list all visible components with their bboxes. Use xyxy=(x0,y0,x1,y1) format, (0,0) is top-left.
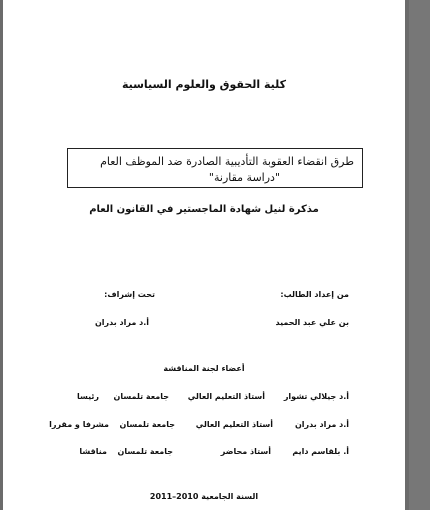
member-3-university: جامعة تلمسان xyxy=(117,447,173,456)
memo-subtitle: مذكرة لنيل شهادة الماجستير في القانون العام xyxy=(89,204,319,215)
member-1-rank: أستاذ التعليم العالي xyxy=(187,392,265,401)
member-2-name: أ.د مراد بدران xyxy=(294,420,349,429)
academic-year: السنة الجامعية 2010–2011 xyxy=(149,492,259,501)
member-2-rank: أستاذ التعليم العالي xyxy=(195,420,273,429)
document-page xyxy=(3,0,405,510)
thesis-title-box xyxy=(67,148,363,188)
student-label: من إعداد الطالب: xyxy=(280,290,349,299)
committee-title: أعضاء لجنة المناقشة xyxy=(163,364,245,373)
member-3-role: مناقشا xyxy=(79,447,107,456)
member-2-university: جامعة تلمسان xyxy=(119,420,175,429)
member-1-name: أ.د جيلالي تشوار xyxy=(283,392,349,401)
student-name: بن علي عبد الحميد xyxy=(275,318,349,327)
member-2-role: مشرفا و مقررا xyxy=(49,420,109,429)
supervisor-label: تحت إشراف: xyxy=(104,290,155,299)
faculty-name: كلية الحقوق والعلوم السياسية xyxy=(121,78,287,91)
member-3-name: أ. بلقاسم دايم xyxy=(292,447,349,456)
member-3-rank: أستاذ محاضر xyxy=(220,447,271,456)
member-1-role: رئيسا xyxy=(76,392,99,401)
member-1-university: جامعة تلمسان xyxy=(113,392,169,401)
viewer-scrollbar[interactable] xyxy=(409,0,430,510)
thesis-title-line2: "دراسة مقارنة" xyxy=(208,171,280,184)
thesis-title-line1: طرق انقضاء العقوبة التأديبية الصادرة ضد الموظف العام xyxy=(100,155,354,168)
supervisor-name: أ.د مراد بدران xyxy=(94,318,149,327)
